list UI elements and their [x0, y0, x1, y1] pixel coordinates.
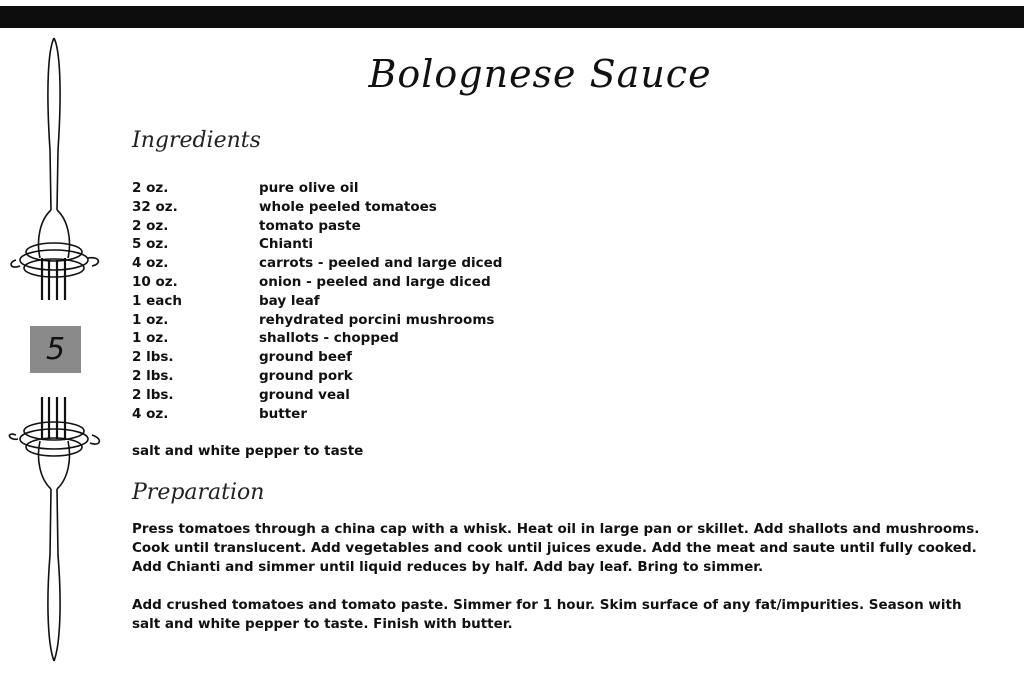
ingredient-quantity: 4 oz. [132, 255, 169, 272]
ingredient-quantity: 1 each [132, 292, 182, 309]
ingredient-name: butter [259, 405, 307, 422]
ingredient-quantity: 1 oz. [132, 311, 169, 328]
ingredient-row [132, 311, 502, 330]
preparation-heading: Preparation [132, 480, 265, 505]
ingredient-quantity: 4 oz. [132, 405, 169, 422]
ingredient-row [132, 329, 502, 348]
ingredient-name: ground pork [259, 367, 353, 384]
ingredient-quantity: 32 oz. [132, 198, 178, 215]
ingredient-quantity: 10 oz. [132, 273, 178, 290]
ingredient-row [132, 292, 502, 311]
ingredient-quantity: 1 oz. [132, 330, 169, 347]
preparation-paragraph: Add crushed tomatoes and tomato paste. Simmer for 1 hour. Skim surface of any fat/impurities. Season with salt and white pepper to taste. Finish with butter. [132, 597, 962, 632]
ingredient-quantity: 2 oz. [132, 180, 169, 196]
ingredient-name: rehydrated porcini mushrooms [259, 311, 495, 328]
recipe-title: Bolognese Sauce [368, 52, 712, 96]
ingredient-row [132, 235, 502, 254]
ingredient-row [132, 179, 502, 198]
ingredient-quantity: 2 lbs. [132, 349, 174, 366]
ingredient-name: shallots - chopped [259, 330, 399, 347]
ingredients-heading: Ingredients [132, 128, 261, 153]
preparation-paragraph: Press tomatoes through a china cap with a whisk. Heat oil in large pan or skillet. Add shallots and mushrooms. Cook until translucent. Add vegetables and cook until juices exude. Add the meat and saute until fully cooked. Add Chianti and simmer until liquid reduces by half. Add bay leaf. Bring to simmer. [132, 521, 980, 575]
fork-with-spaghetti-icon [0, 395, 110, 670]
ingredient-name: ground veal [259, 386, 350, 403]
ingredient-row [132, 198, 502, 217]
ingredient-name: Chianti [259, 236, 313, 253]
page-number-badge: 5 [30, 326, 81, 373]
ingredient-name: tomato paste [259, 217, 361, 234]
ingredient-row [132, 273, 502, 292]
ingredient-name: whole peeled tomatoes [259, 198, 437, 215]
ingredient-list [132, 179, 502, 423]
ingredient-quantity: 2 lbs. [132, 386, 174, 403]
ingredient-row [132, 254, 502, 273]
ingredient-name: carrots - peeled and large diced [259, 255, 503, 272]
seasoning-note: salt and white pepper to taste [132, 443, 364, 459]
ingredient-name: pure olive oil [259, 180, 359, 196]
top-border-bar [0, 6, 1024, 28]
ingredient-quantity: 5 oz. [132, 236, 169, 253]
ingredient-quantity: 2 oz. [132, 217, 169, 234]
ingredient-name: onion - peeled and large diced [259, 273, 491, 290]
ingredient-name: bay leaf [259, 292, 320, 309]
ingredient-row [132, 367, 502, 386]
ingredient-row [132, 405, 502, 424]
ingredient-row [132, 386, 502, 405]
ingredient-name: ground beef [259, 349, 353, 366]
ingredient-row [132, 217, 502, 236]
ingredient-row [132, 348, 502, 367]
ingredient-quantity: 2 lbs. [132, 367, 174, 384]
